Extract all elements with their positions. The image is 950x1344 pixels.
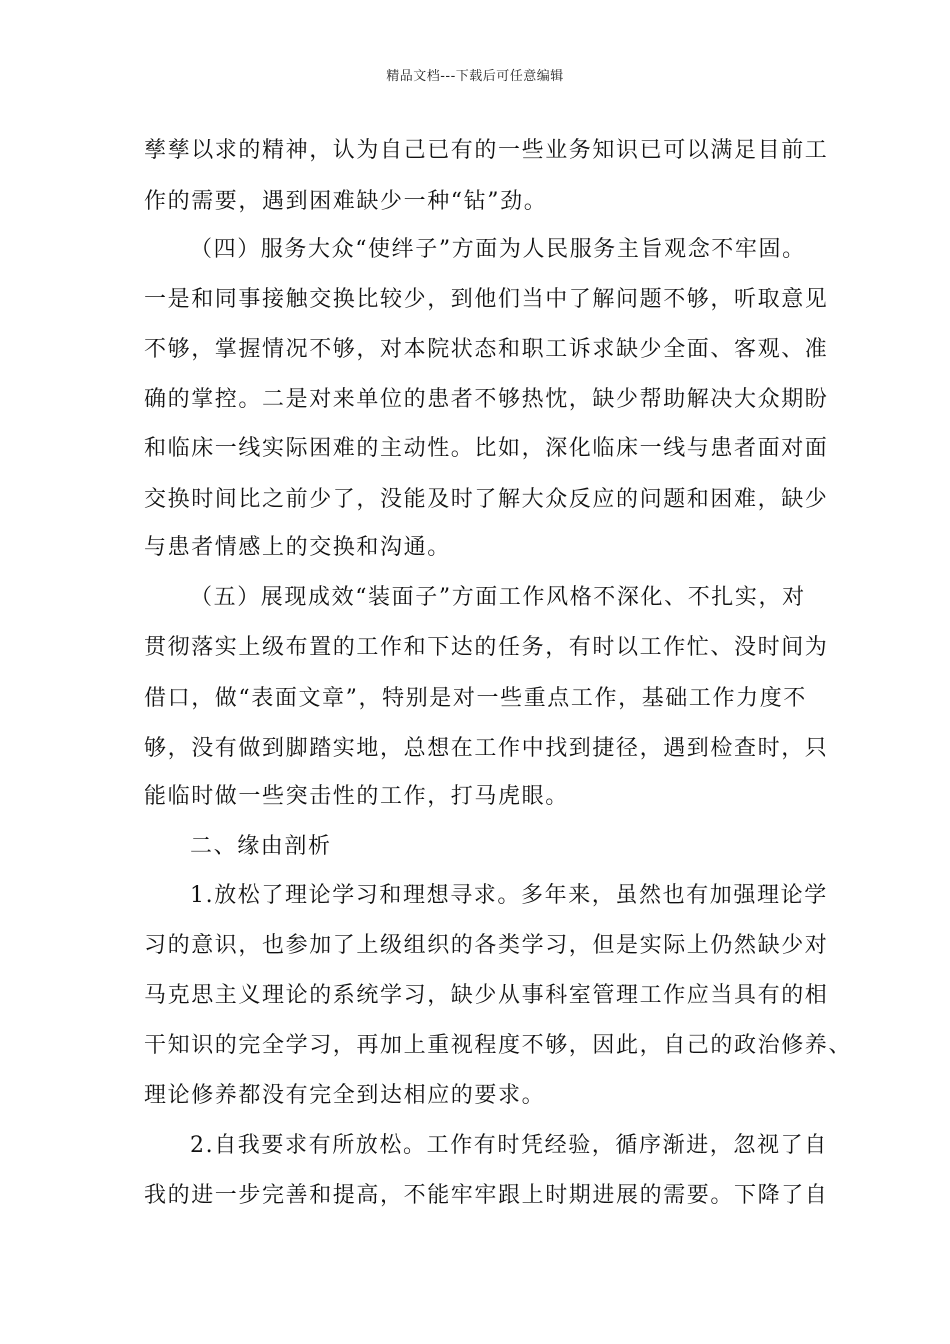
text-line: 作的需要，遇到困难缺少一种“钻”劲。 bbox=[144, 189, 548, 214]
page-header: 精品文档---下载后可任意编辑 bbox=[386, 69, 564, 84]
text-line: 我的进一步完善和提高，不能牢牢跟上时期进展的需要。下降了自 bbox=[144, 1183, 829, 1208]
section-heading: 二、缘由剖析 bbox=[190, 834, 332, 859]
text-line: 1.放松了理论学习和理想寻求。多年来，虽然也有加强理论学 bbox=[190, 883, 828, 908]
text-line: 2.自我要求有所放松。工作有时凭经验，循序渐进，忽视了自 bbox=[190, 1133, 828, 1158]
text-line: 干知识的完全学习，再加上重视程度不够，因此，自己的政治修养、 bbox=[144, 1033, 853, 1058]
text-line: 理论修养都没有完全到达相应的要求。 bbox=[144, 1083, 546, 1108]
text-line: 习的意识，也参加了上级组织的各类学习，但是实际上仍然缺少对 bbox=[144, 933, 829, 958]
text-line: 借口，做“表面文章”，特别是对一些重点工作，基础工作力度不 bbox=[144, 686, 807, 711]
text-line: 与患者情感上的交换和沟通。 bbox=[144, 535, 451, 560]
text-line: （四）服务大众“使绊子”方面为人民服务主旨观念不牢固。 bbox=[190, 237, 806, 262]
text-line: 孳孳以求的精神，认为自己已有的一些业务知识已可以满足目前工 bbox=[144, 138, 829, 163]
text-line: 交换时间比之前少了，没能及时了解大众反应的问题和困难，缺少 bbox=[144, 487, 829, 512]
text-line: 马克思主义理论的系统学习，缺少从事科室管理工作应当具有的相 bbox=[144, 983, 829, 1008]
text-line: 和临床一线实际困难的主动性。比如，深化临床一线与患者面对面 bbox=[144, 436, 829, 461]
text-line: 够，没有做到脚踏实地，总想在工作中找到捷径，遇到检查时，只 bbox=[144, 736, 829, 761]
text-line: 不够，掌握情况不够，对本院状态和职工诉求缺少全面、客观、准 bbox=[144, 337, 829, 362]
text-line: 能临时做一些突击性的工作，打马虎眼。 bbox=[144, 784, 569, 809]
text-line: 一是和同事接触交换比较少，到他们当中了解问题不够，听取意见 bbox=[144, 287, 829, 312]
text-line: （五）展现成效“装面子”方面工作风格不深化、不扎实，对 bbox=[190, 585, 806, 610]
text-line: 贯彻落实上级布置的工作和下达的任务，有时以工作忙、没时间为 bbox=[144, 635, 829, 660]
text-line: 确的掌控。二是对来单位的患者不够热忱，缺少帮助解决大众期盼 bbox=[144, 387, 829, 412]
